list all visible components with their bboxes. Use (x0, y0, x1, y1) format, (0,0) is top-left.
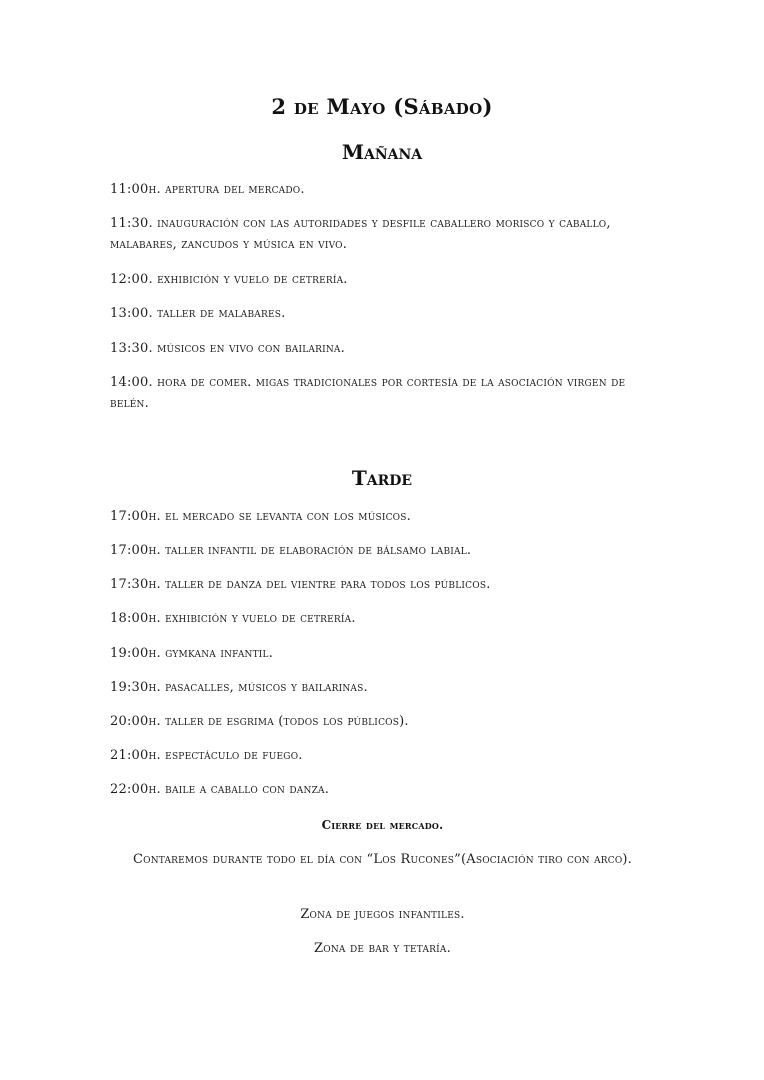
schedule-entry: 13:30. músicos en vivo con bailarina. (110, 341, 345, 356)
schedule-entry: 12:00. exhibición y vuelo de cetrería. (110, 272, 348, 287)
section-heading-tarde: Tarde (351, 466, 413, 490)
note-line: Contaremos durante todo el día con “Los Rucones”(Asociación tiro con arco). (132, 852, 633, 867)
page-title: 2 de Mayo (Sábado) (271, 94, 493, 119)
schedule-entry: 17:30h. taller de danza del vientre para todos los públicos. (110, 577, 491, 592)
schedule-entry: 11:00h. apertura del mercado. (110, 182, 305, 197)
closing-line: Cierre del mercado. (321, 818, 444, 832)
schedule-entry: 22:00h. baile a caballo con danza. (110, 782, 330, 797)
schedule-entry: 19:30h. pasacalles, músicos y bailarinas. (110, 680, 368, 695)
schedule-entry: 14:00. hora de comer. migas tradicionales por cortesía de la asociación virgen de belén. (110, 375, 626, 411)
schedule-entry: 18:00h. exhibición y vuelo de cetrería. (110, 611, 356, 626)
schedule-entry: 13:00. taller de malabares. (110, 306, 286, 321)
section-heading-manana: Mañana (341, 140, 423, 164)
schedule-entry: 17:00h. el mercado se levanta con los músicos. (110, 509, 411, 524)
schedule-entry: 19:00h. gymkana infantil. (110, 646, 274, 661)
note-line: Zona de bar y tetaría. (314, 941, 451, 956)
schedule-entry: 21:00h. espectáculo de fuego. (110, 748, 303, 763)
schedule-entry: 20:00h. taller de esgrima (todos los públicos). (110, 714, 409, 729)
schedule-entry: 11:30. inauguración con las autoridades y desfile caballero morisco y caballo, malabares, zancudos y música en vivo. (110, 216, 611, 252)
note-line: Zona de juegos infantiles. (300, 907, 465, 922)
schedule-entry: 17:00h. taller infantil de elaboración de bálsamo labial. (110, 543, 472, 558)
